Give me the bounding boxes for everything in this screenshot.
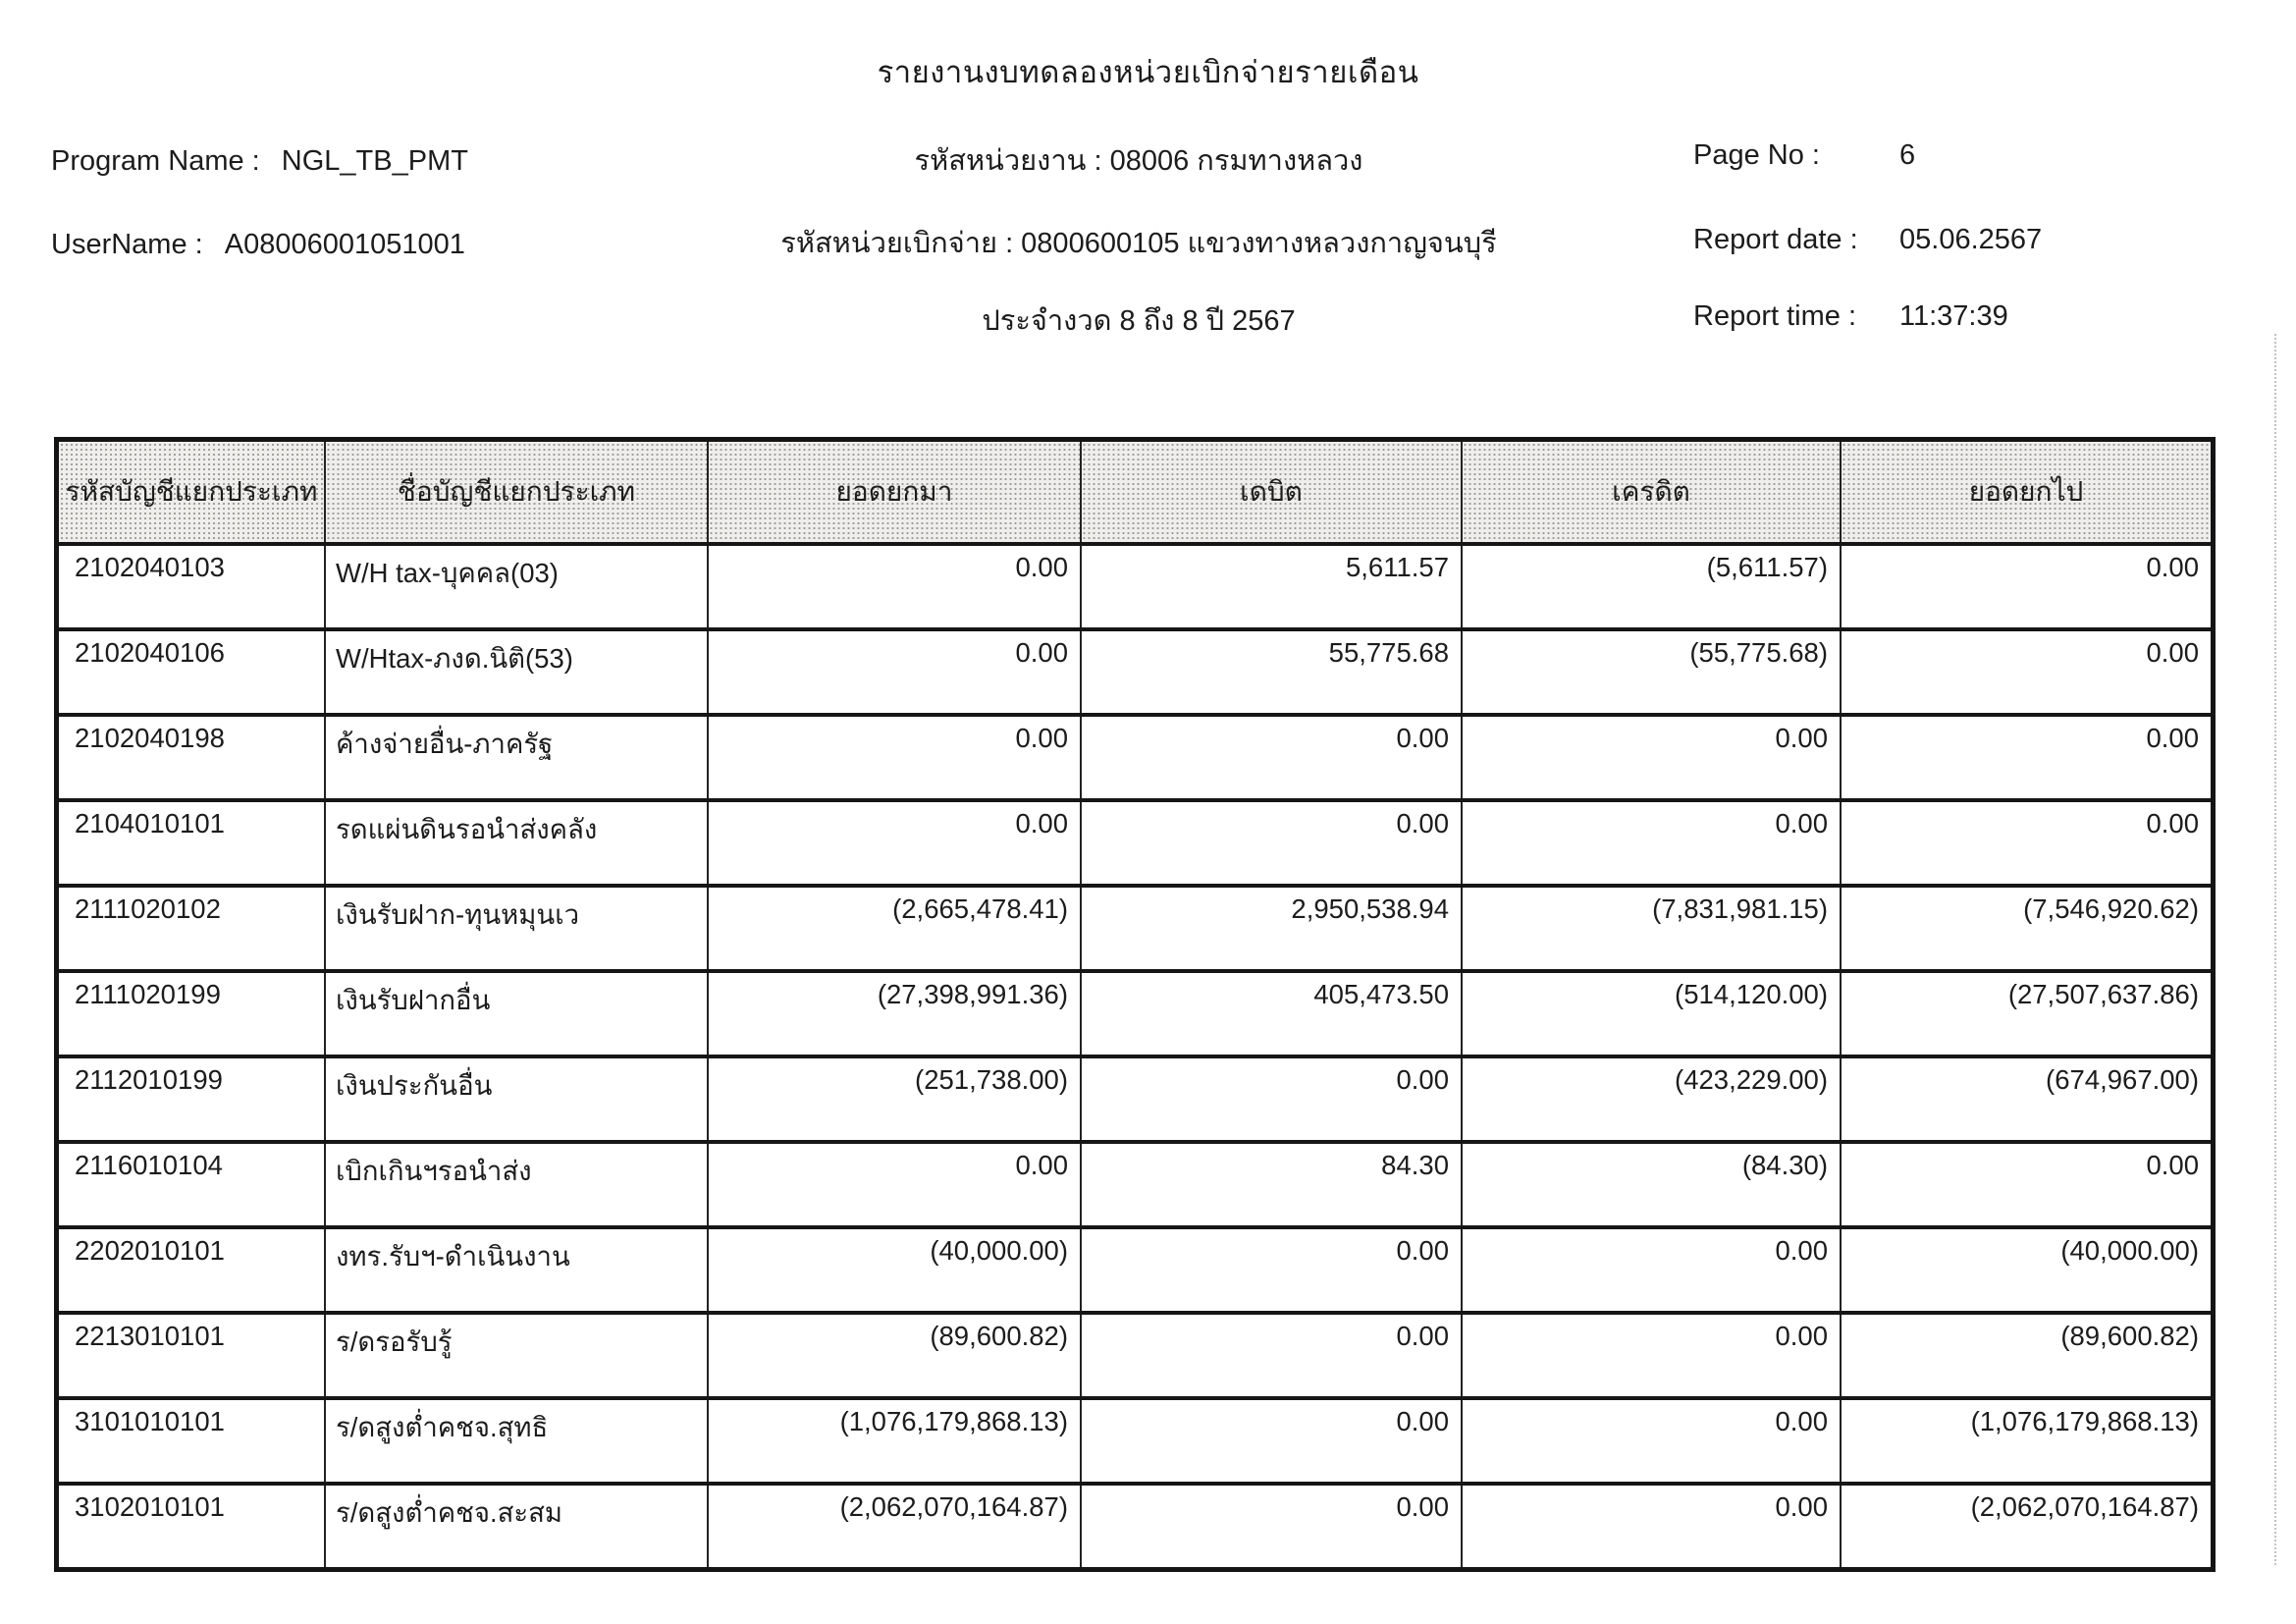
credit-cell: (84.30): [1462, 1142, 1841, 1227]
table-row: [57, 1227, 2214, 1313]
opening-balance-cell: (40,000.00): [708, 1227, 1081, 1313]
opening-balance-cell: 0.00: [708, 629, 1081, 715]
table-row: [57, 1484, 2214, 1570]
agency-code-line: รหัสหน่วยงาน : 08006 กรมทางหลวง: [914, 145, 1363, 177]
table-body: [57, 544, 2214, 1570]
account-code-cell: 2112010199: [57, 1056, 326, 1142]
trial-balance-table: [54, 437, 2216, 1572]
debit-cell: 0.00: [1081, 1313, 1462, 1398]
account-name-cell: ร/ดรอรับรู้: [325, 1313, 708, 1398]
table-row: [57, 1142, 2214, 1227]
column-header-2: ยอดยกมา: [708, 440, 1081, 545]
account-name-cell: ค้างจ่ายอื่น-ภาครัฐ: [325, 715, 708, 800]
opening-balance-cell: (89,600.82): [708, 1313, 1081, 1398]
closing-balance-cell: (1,076,179,868.13): [1841, 1398, 2214, 1484]
debit-cell: 2,950,538.94: [1081, 886, 1462, 971]
account-name-cell: เงินรับฝาก-ทุนหมุนเว: [325, 886, 708, 971]
closing-balance-cell: 0.00: [1841, 715, 2214, 800]
program-name-label: Program Name :: [51, 145, 260, 177]
page-no-value: 6: [1899, 139, 1916, 171]
opening-balance-cell: 0.00: [708, 544, 1081, 629]
debit-cell: 5,611.57: [1081, 544, 1462, 629]
account-name-cell: เงินรับฝากอื่น: [325, 971, 708, 1056]
report-time-value: 11:37:39: [1899, 300, 2008, 332]
credit-cell: 0.00: [1462, 1313, 1841, 1398]
username-label: UserName :: [51, 229, 203, 260]
account-code-cell: 2213010101: [57, 1313, 326, 1398]
credit-cell: (55,775.68): [1462, 629, 1841, 715]
program-name-value: NGL_TB_PMT: [281, 145, 468, 177]
report-date-label: Report date :: [1693, 224, 1858, 255]
table-row: [57, 629, 2214, 715]
page-title: รายงานงบทดลองหน่วยเบิกจ่ายรายเดือน: [877, 55, 1419, 89]
report-time-label: Report time :: [1693, 300, 1856, 332]
period-line: ประจำงวด 8 ถึง 8 ปี 2567: [982, 305, 1296, 337]
account-code-cell: 3101010101: [57, 1398, 326, 1484]
table-row: [57, 715, 2214, 800]
account-name-cell: เงินประกันอื่น: [325, 1056, 708, 1142]
table-row: [57, 1398, 2214, 1484]
account-code-cell: 2111020199: [57, 971, 326, 1056]
account-code-cell: 3102010101: [57, 1484, 326, 1570]
account-code-cell: 2102040103: [57, 544, 326, 629]
credit-cell: 0.00: [1462, 1398, 1841, 1484]
closing-balance-cell: 0.00: [1841, 800, 2214, 886]
debit-cell: 0.00: [1081, 800, 1462, 886]
credit-cell: (5,611.57): [1462, 544, 1841, 629]
credit-cell: 0.00: [1462, 715, 1841, 800]
account-code-cell: 2104010101: [57, 800, 326, 886]
opening-balance-cell: 0.00: [708, 800, 1081, 886]
table-row: [57, 971, 2214, 1056]
table-row: [57, 886, 2214, 971]
account-name-cell: W/Htax-ภงด.นิติ(53): [325, 629, 708, 715]
opening-balance-cell: (251,738.00): [708, 1056, 1081, 1142]
debit-cell: 405,473.50: [1081, 971, 1462, 1056]
credit-cell: (423,229.00): [1462, 1056, 1841, 1142]
program-name-line: [51, 145, 468, 178]
closing-balance-cell: (674,967.00): [1841, 1056, 2214, 1142]
closing-balance-cell: (89,600.82): [1841, 1313, 2214, 1398]
account-code-cell: 2202010101: [57, 1227, 326, 1313]
column-header-4: เครดิต: [1462, 440, 1841, 545]
credit-cell: 0.00: [1462, 1227, 1841, 1313]
disbursement-unit-line: รหัสหน่วยเบิกจ่าย : 0800600105 แขวงทางหลวงกาญจนบุรี: [780, 228, 1497, 259]
debit-cell: 0.00: [1081, 1056, 1462, 1142]
opening-balance-cell: (1,076,179,868.13): [708, 1398, 1081, 1484]
account-name-cell: ร/ดสูงต่ำคชจ.สะสม: [325, 1484, 708, 1570]
account-code-cell: 2116010104: [57, 1142, 326, 1227]
account-code-cell: 2102040198: [57, 715, 326, 800]
closing-balance-cell: 0.00: [1841, 1142, 2214, 1227]
account-name-cell: เบิกเกินฯรอนำส่ง: [325, 1142, 708, 1227]
debit-cell: 84.30: [1081, 1142, 1462, 1227]
account-code-cell: 2102040106: [57, 629, 326, 715]
opening-balance-cell: (2,665,478.41): [708, 886, 1081, 971]
table-header: [57, 440, 2214, 545]
username-line: [51, 229, 465, 261]
column-header-5: ยอดยกไป: [1841, 440, 2214, 545]
debit-cell: 0.00: [1081, 715, 1462, 800]
account-name-cell: W/H tax-บุคคล(03): [325, 544, 708, 629]
debit-cell: 0.00: [1081, 1227, 1462, 1313]
debit-cell: 0.00: [1081, 1398, 1462, 1484]
table-header-row: [57, 440, 2214, 545]
table-row: [57, 544, 2214, 629]
opening-balance-cell: 0.00: [708, 1142, 1081, 1227]
page-no-label: Page No :: [1693, 139, 1820, 171]
closing-balance-cell: 0.00: [1841, 629, 2214, 715]
credit-cell: 0.00: [1462, 1484, 1841, 1570]
username-value: A08006001051001: [224, 229, 465, 260]
credit-cell: (7,831,981.15): [1462, 886, 1841, 971]
column-header-1: ชื่อบัญชีแยกประเภท: [325, 440, 708, 545]
debit-cell: 0.00: [1081, 1484, 1462, 1570]
credit-cell: (514,120.00): [1462, 971, 1841, 1056]
trial-balance-table-wrap: [54, 437, 2216, 1572]
closing-balance-cell: (27,507,637.86): [1841, 971, 2214, 1056]
opening-balance-cell: (27,398,991.36): [708, 971, 1081, 1056]
column-header-3: เดบิต: [1081, 440, 1462, 545]
column-header-0: รหัสบัญชีแยกประเภท: [57, 440, 326, 545]
account-name-cell: รดแผ่นดินรอนำส่งคลัง: [325, 800, 708, 886]
closing-balance-cell: (40,000.00): [1841, 1227, 2214, 1313]
account-code-cell: 2111020102: [57, 886, 326, 971]
report-date-value: 05.06.2567: [1899, 224, 2043, 255]
closing-balance-cell: (7,546,920.62): [1841, 886, 2214, 971]
opening-balance-cell: (2,062,070,164.87): [708, 1484, 1081, 1570]
table-row: [57, 1313, 2214, 1398]
closing-balance-cell: 0.00: [1841, 544, 2214, 629]
closing-balance-cell: (2,062,070,164.87): [1841, 1484, 2214, 1570]
account-name-cell: ร/ดสูงต่ำคชจ.สุทธิ: [325, 1398, 708, 1484]
account-name-cell: งทร.รับฯ-ดำเนินงาน: [325, 1227, 708, 1313]
credit-cell: 0.00: [1462, 800, 1841, 886]
opening-balance-cell: 0.00: [708, 715, 1081, 800]
table-row: [57, 1056, 2214, 1142]
debit-cell: 55,775.68: [1081, 629, 1462, 715]
scan-edge-artifact: [2274, 334, 2276, 1565]
table-row: [57, 800, 2214, 886]
